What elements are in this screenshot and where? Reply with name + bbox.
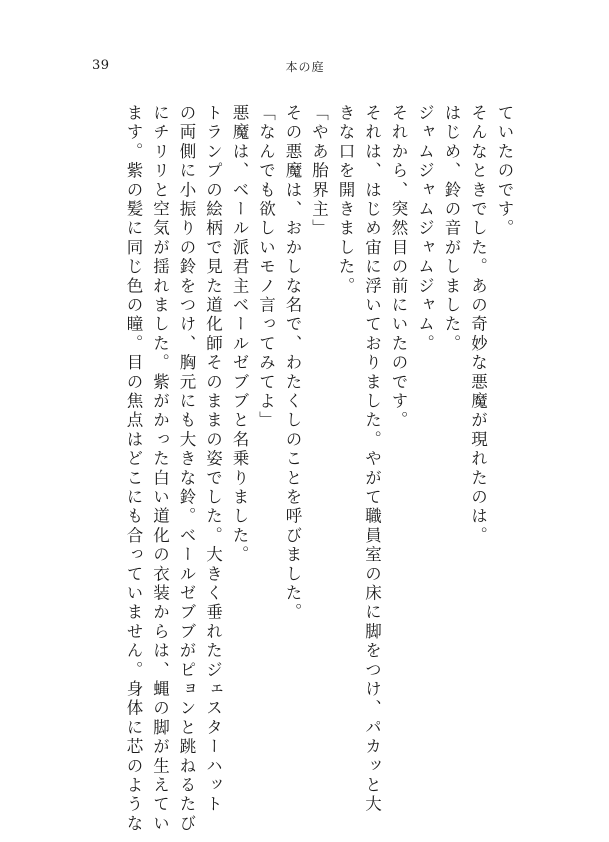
text-line: の両側に小振りの鈴をつけ、胸元にも大きな鈴。ベールゼブブがピョンと跳ねるたび (177, 104, 196, 834)
text-line: きな口を開きました。 (336, 104, 355, 296)
page-number: 39 (92, 58, 110, 73)
text-line: はじめ、鈴の音がしました。 (442, 104, 461, 354)
text-line: 悪魔は、ベール派君主ベールゼブブと名乗りました。 (230, 104, 249, 565)
text-line: にチリリと空気が揺れました。紫がかった白い道化の衣装からは、蝿の脚が生えてい (150, 104, 170, 834)
text-line: 「なんでも欲しいモノ言ってみてよ」 (256, 104, 276, 431)
text-line: ます。紫の髪に同じ色の瞳。目の焦点はどこにも合っていません。身体に芯のような (124, 104, 143, 834)
text-line: ていたのです。 (495, 104, 514, 239)
text-line: ジャムジャムジャムジャム。 (415, 104, 435, 354)
text-line: トランプの絵柄で見た道化師そのままの姿でした。大きく垂れたジェスターハット (203, 104, 223, 815)
text-line: そんなときでした。あの奇妙な悪魔が現れたのは。 (468, 104, 488, 546)
text-line: それから、突然目の前にいたのです。 (389, 104, 408, 431)
text-line: それは、はじめ宙に浮いておりました。やがて職員室の床に脚をつけ、パカッと大 (362, 104, 382, 815)
text-line: 「やあ胎界主」 (309, 104, 329, 239)
running-header: 本の庭 (285, 60, 325, 74)
vertical-body-text (120, 104, 518, 834)
text-line: その悪魔は、おかしな名で、わたくしのことを呼びました。 (283, 104, 302, 623)
